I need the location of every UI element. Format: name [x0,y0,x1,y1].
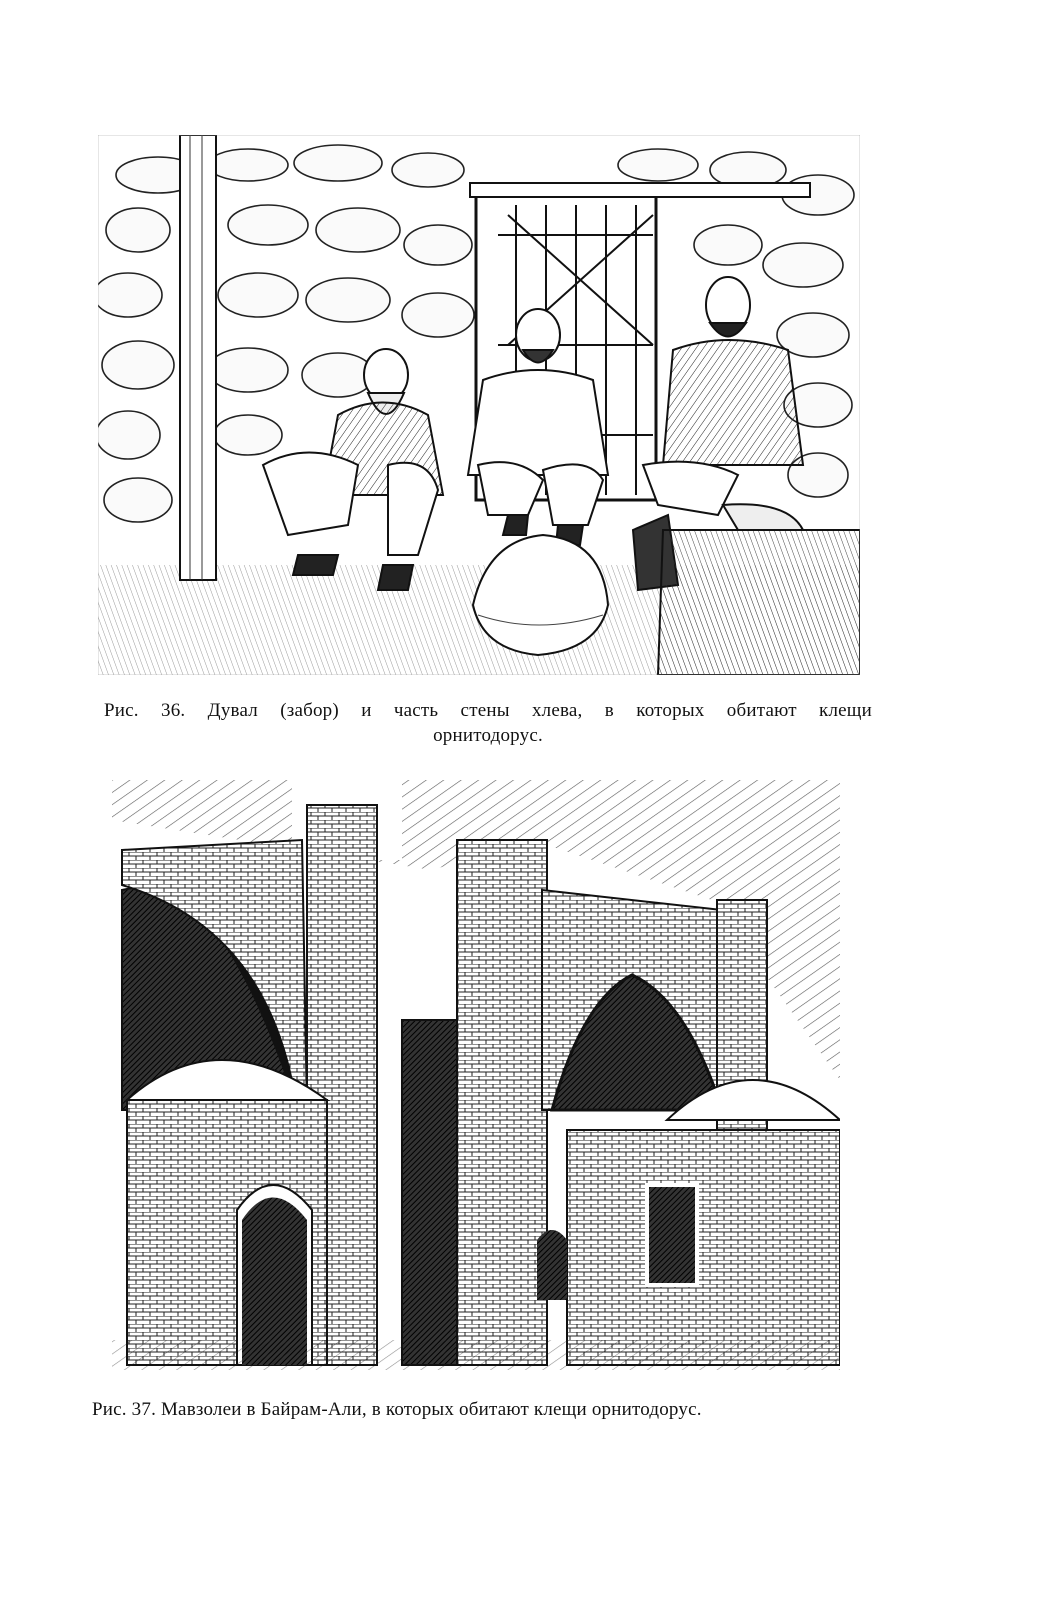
figure-36-illustration [98,135,860,675]
figure-37-caption: Рис. 37. Мавзолеи в Байрам-Али, в которых обитают клещи орнитодорус. [92,1399,702,1420]
figure-37-illustration [112,780,840,1370]
figure-36-caption-line1: Рис. 36. Дувал (забор) и часть стены хлева, в которых обитают клещи [104,700,872,721]
figure-36-caption-line2: орнитодорус. [433,725,543,746]
